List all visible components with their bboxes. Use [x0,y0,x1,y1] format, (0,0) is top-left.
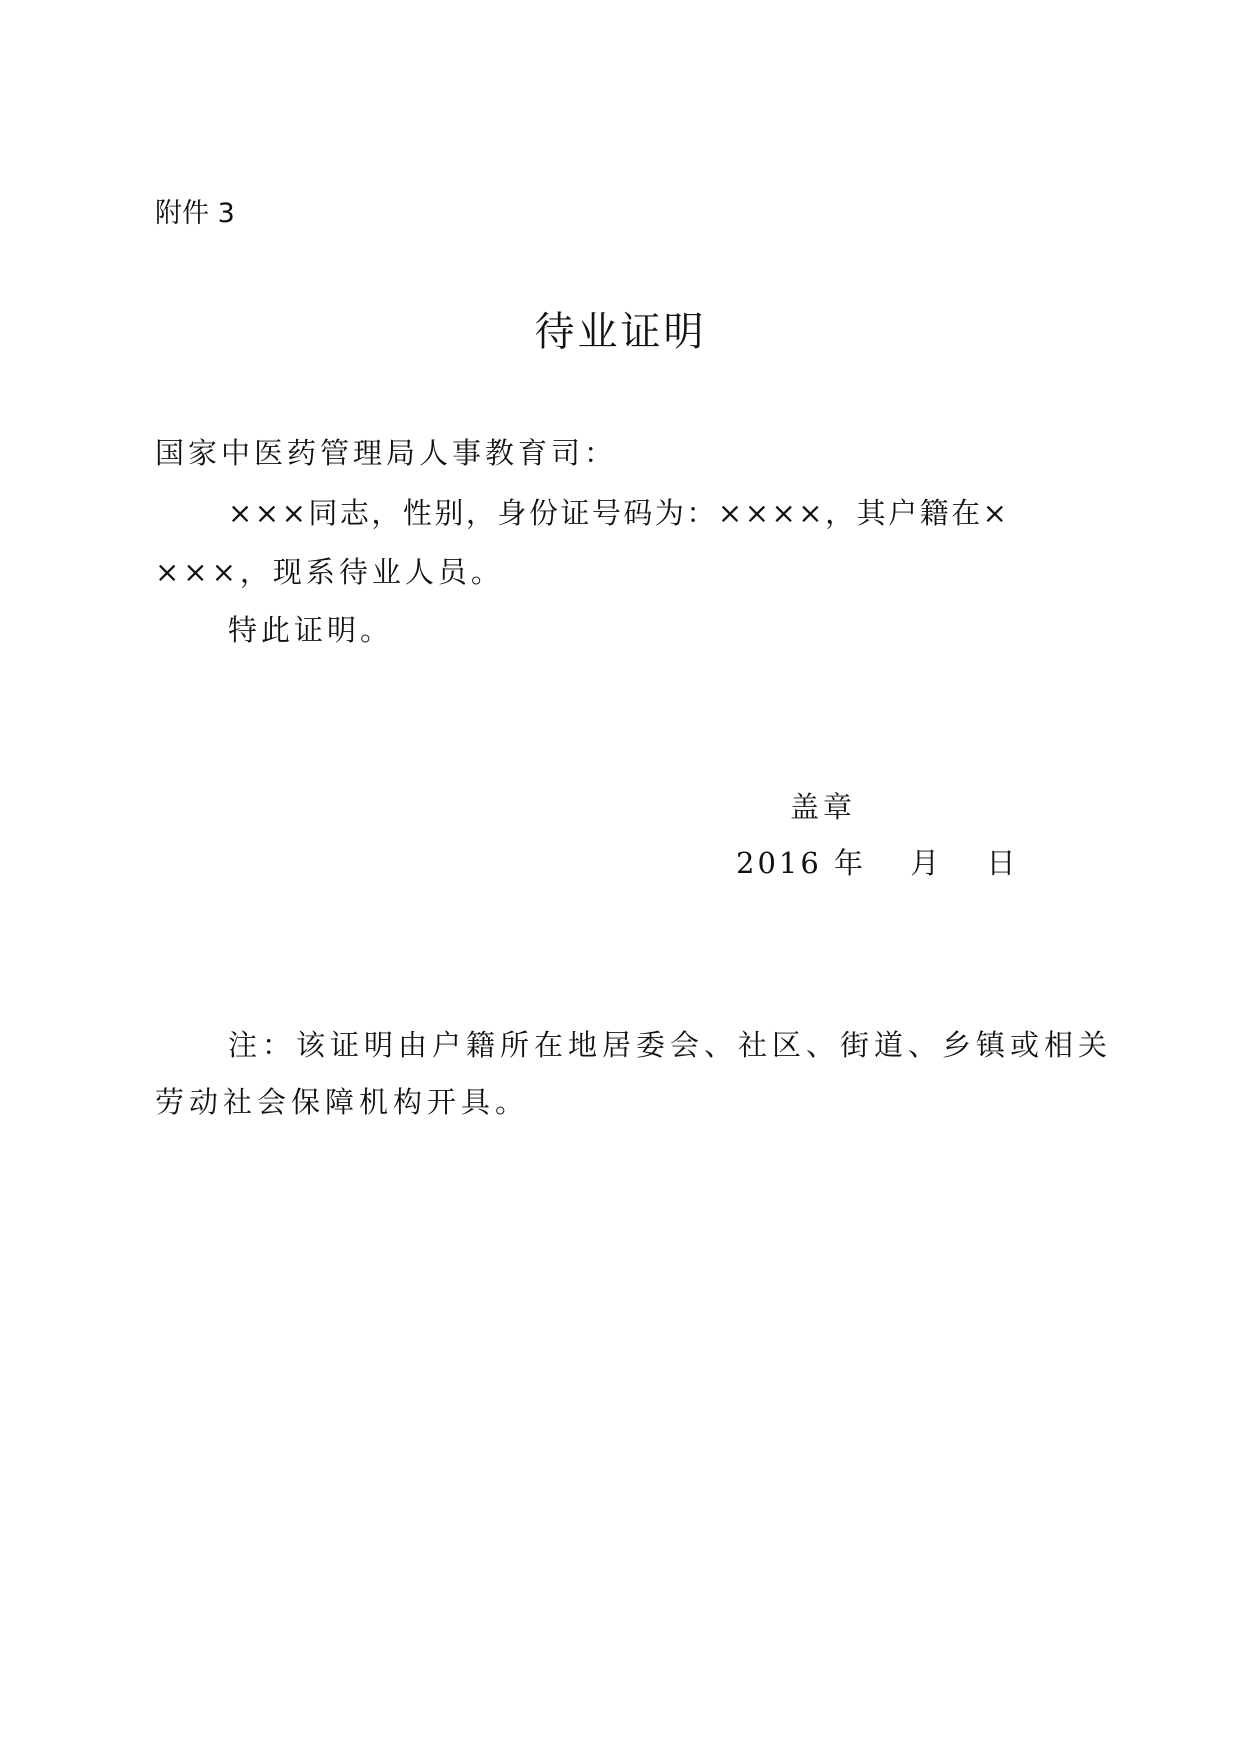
body-line-1: ×××同志，性别，身份证号码为：××××，其户籍在× [228,496,1010,530]
note-line-1: 注：该证明由户籍所在地居委会、社区、街道、乡镇或相关 [228,1028,1113,1062]
closing-statement: 特此证明。 [228,613,394,647]
date-line: 2016 年 月 日 [736,846,1019,880]
note-line-2: 劳动社会保障机构开具。 [155,1085,530,1119]
document-title: 待业证明 [534,309,707,355]
attachment-label: 附件 3 [155,198,235,229]
seal-label: 盖章 [790,790,857,824]
addressee: 国家中医药管理局人事教育司： [155,436,618,470]
body-line-2: ×××，现系待业人员。 [155,555,504,589]
